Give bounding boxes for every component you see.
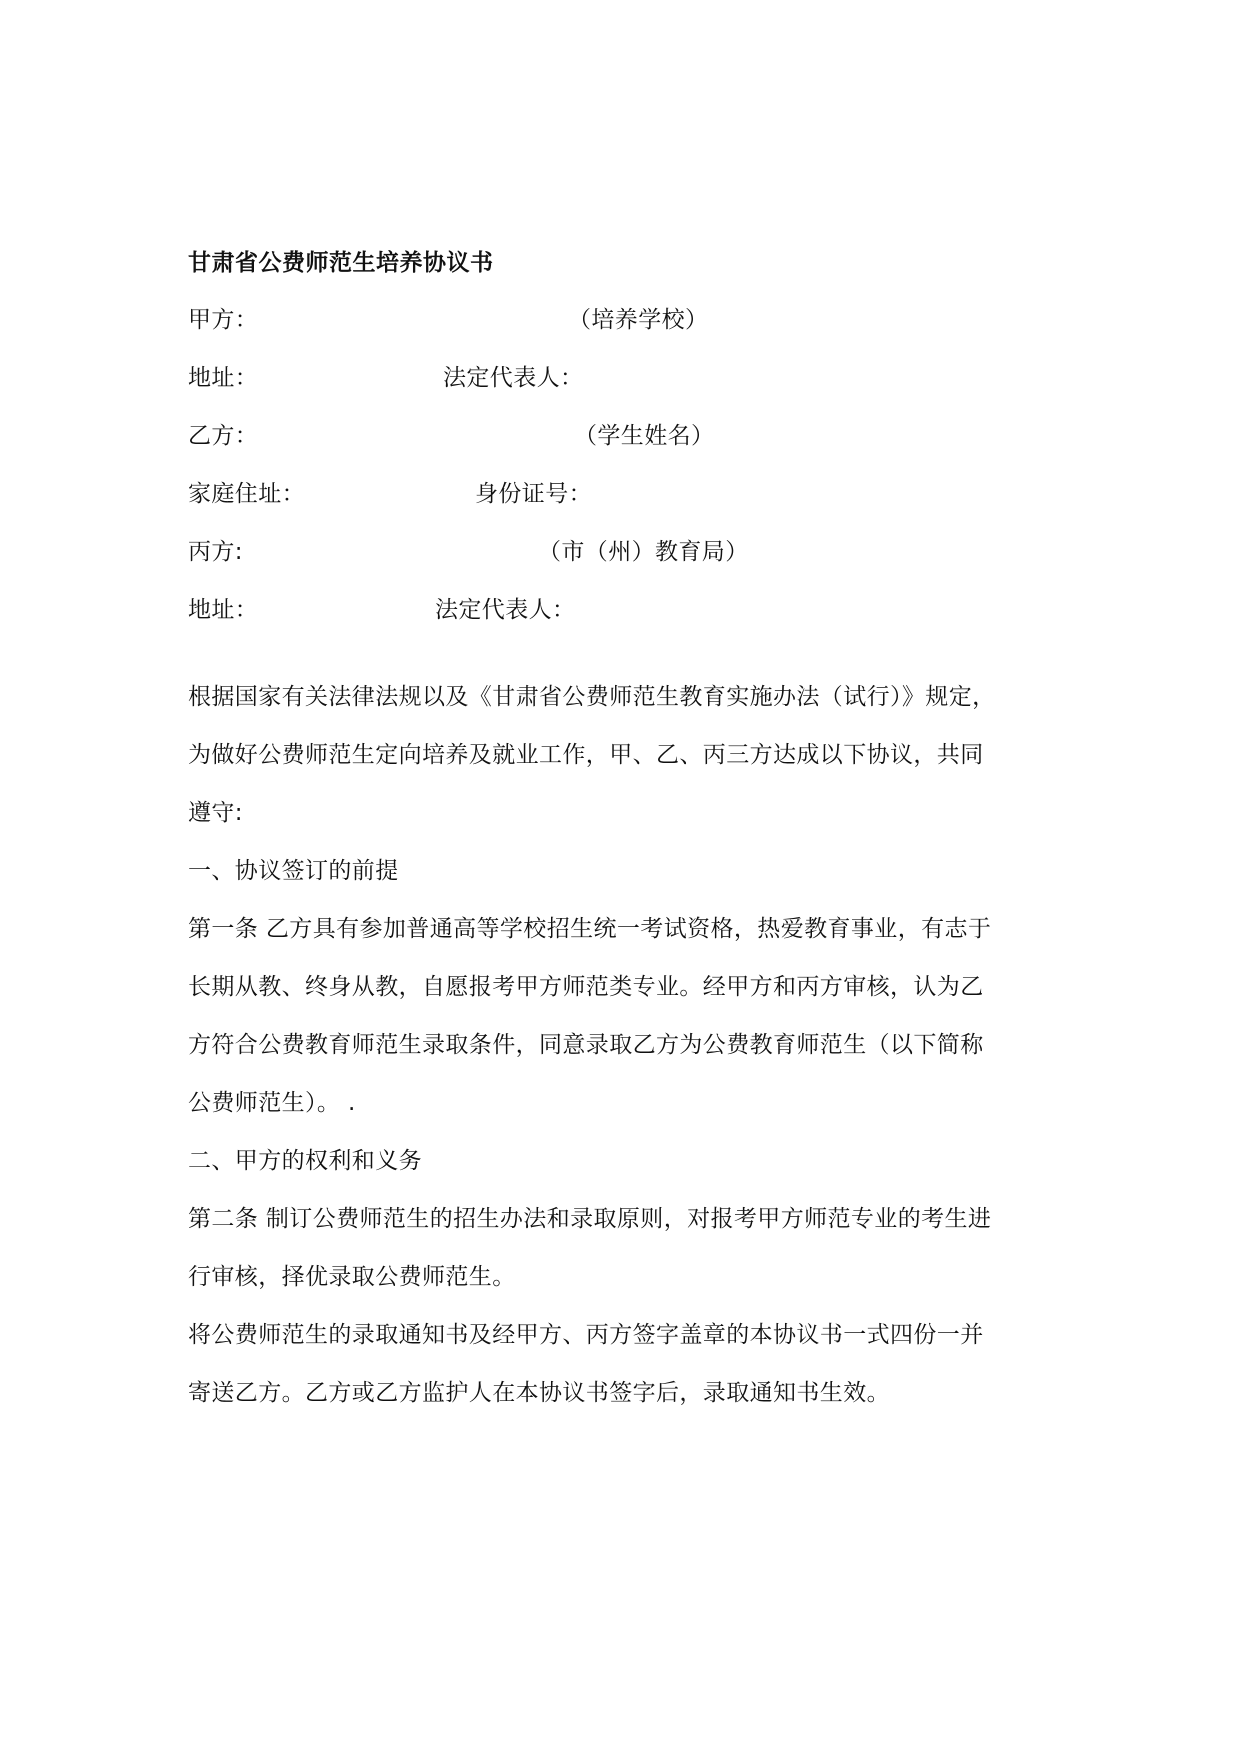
body-paragraph-line: 为做好公费师范生定向培养及就业工作，甲、乙、丙三方达成以下协议，共同: [188, 742, 984, 768]
body-paragraph-line: 根据国家有关法律法规以及《甘肃省公费师范生教育实施办法（试行）》规定，: [188, 684, 996, 710]
party-label: 家庭住址：: [188, 481, 305, 507]
section-heading: 一、协议签订的前提: [188, 858, 399, 884]
party-label: 甲方：: [188, 307, 259, 333]
body-paragraph-line: 公费师范生）。 .: [188, 1090, 356, 1116]
party-note: 法定代表人：: [435, 597, 576, 623]
party-note: 法定代表人：: [443, 365, 584, 391]
body-paragraph-line: 将公费师范生的录取通知书及经甲方、丙方签字盖章的本协议书一式四份一并: [188, 1322, 984, 1348]
party-label: 丙方:: [188, 539, 243, 565]
body-paragraph-line: 方符合公费教育师范生录取条件，同意录取乙方为公费教育师范生（以下简称: [188, 1032, 984, 1058]
party-note: （学生姓名）: [574, 423, 715, 449]
party-label: 乙方：: [188, 423, 259, 449]
body-paragraph-line: 行审核，择优录取公费师范生。: [188, 1264, 516, 1290]
body-paragraph-line: 第二条 制订公费师范生的招生办法和录取原则，对报考甲方师范专业的考生进: [188, 1206, 992, 1232]
party-label: 地址：: [188, 597, 259, 623]
party-note: （市（州）教育局）: [538, 539, 749, 565]
party-note: （培养学校）: [568, 307, 709, 333]
section-heading: 二、甲方的权利和义务: [188, 1148, 422, 1174]
body-paragraph-line: 遵守:: [188, 800, 243, 826]
document-title: 甘肃省公费师范生培养协议书: [188, 250, 494, 276]
body-paragraph-line: 寄送乙方。乙方或乙方监护人在本协议书签字后，录取通知书生效。: [188, 1380, 890, 1406]
party-note: 身份证号：: [475, 481, 592, 507]
body-paragraph-line: 第一条 乙方具有参加普通高等学校招生统一考试资格，热爱教育事业，有志于: [188, 916, 992, 942]
body-paragraph-line: 长期从教、终身从教，自愿报考甲方师范类专业。经甲方和丙方审核，认为乙: [188, 974, 984, 1000]
party-label: 地址：: [188, 365, 259, 391]
